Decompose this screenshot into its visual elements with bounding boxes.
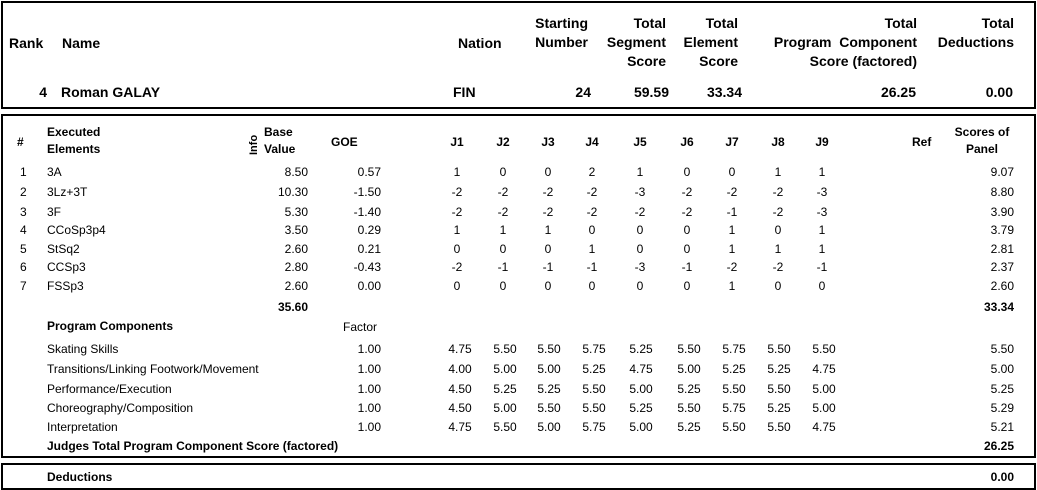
- skater-tes: 33.34: [706, 84, 742, 100]
- component-judge-score: 5.25: [677, 420, 701, 434]
- deductions-label: Deductions: [47, 470, 113, 484]
- component-judge-score: 5.50: [493, 420, 517, 434]
- element-panel-score: 3.79: [990, 223, 1014, 237]
- component-judge-score: 5.75: [582, 342, 606, 356]
- element-goe: 0.00: [357, 279, 381, 293]
- element-base-value: 3.50: [284, 223, 308, 237]
- element-judge-score: -1: [681, 260, 693, 274]
- element-judge-score: 1: [818, 242, 826, 256]
- element-judge-score: -2: [634, 205, 646, 219]
- judge-header-j6: J6: [680, 135, 694, 149]
- component-judge-score: 5.25: [767, 401, 791, 415]
- component-judge-score: 5.50: [767, 420, 791, 434]
- judge-header-j4: J4: [585, 135, 599, 149]
- component-judge-score: 4.50: [448, 382, 472, 396]
- element-judge-score: -2: [451, 205, 463, 219]
- element-number: 7: [20, 279, 27, 293]
- element-judge-score: -2: [586, 205, 598, 219]
- component-judge-score: 5.50: [493, 342, 517, 356]
- element-base-value: 10.30: [277, 185, 308, 199]
- component-judge-score: 5.50: [582, 401, 606, 415]
- element-number: 6: [20, 260, 27, 274]
- component-judge-score: 4.75: [448, 342, 472, 356]
- component-judge-score: 5.50: [537, 401, 561, 415]
- element-judge-score: -3: [634, 260, 646, 274]
- name-header: Name: [62, 35, 101, 51]
- components-total-label: Judges Total Program Component Score (factored): [47, 439, 339, 453]
- element-judge-score: -2: [586, 185, 598, 199]
- component-factor: 1.00: [357, 342, 381, 356]
- element-judge-score: 0: [499, 165, 507, 179]
- executed-elements-header: Executed Elements: [47, 125, 101, 156]
- component-judge-score: 4.75: [812, 420, 836, 434]
- element-goe: -0.43: [353, 260, 381, 274]
- element-judge-score: 1: [636, 165, 644, 179]
- element-judge-score: 1: [818, 165, 826, 179]
- component-judge-score: 4.50: [448, 401, 472, 415]
- component-judge-score: 5.50: [722, 420, 746, 434]
- component-judge-score: 5.50: [722, 382, 746, 396]
- component-factor: 1.00: [357, 382, 381, 396]
- component-judge-score: 4.75: [629, 362, 653, 376]
- element-judge-score: 0: [818, 279, 826, 293]
- component-name: Skating Skills: [47, 342, 119, 356]
- component-judge-score: 5.50: [812, 342, 836, 356]
- element-judge-score: 1: [453, 223, 461, 237]
- skater-deductions: 0.00: [985, 84, 1013, 100]
- component-judge-score: 5.25: [629, 342, 653, 356]
- component-judge-score: 5.00: [629, 382, 653, 396]
- component-judge-score: 5.25: [767, 362, 791, 376]
- element-judge-score: -1: [497, 260, 509, 274]
- judge-header-j8: J8: [771, 135, 785, 149]
- element-judge-score: -1: [586, 260, 598, 274]
- ref-header: Ref: [912, 135, 932, 149]
- element-judge-score: -2: [451, 260, 463, 274]
- component-name: Transitions/Linking Footwork/Movement: [47, 362, 259, 376]
- component-judge-score: 5.50: [677, 401, 701, 415]
- base-value-header: Base Value: [264, 125, 296, 156]
- element-number: 4: [20, 223, 27, 237]
- element-panel-score: 8.80: [990, 185, 1014, 199]
- tss-header: Total Segment Score: [606, 15, 666, 69]
- element-judge-score: -2: [681, 205, 693, 219]
- element-name: FSSp3: [47, 279, 84, 293]
- element-judge-score: 0: [683, 223, 691, 237]
- deductions-header: Total Deductions: [937, 15, 1014, 50]
- component-judge-score: 4.00: [448, 362, 472, 376]
- element-judge-score: 1: [728, 242, 736, 256]
- elements-panel-total: 33.34: [983, 300, 1014, 314]
- element-panel-score: 3.90: [990, 205, 1014, 219]
- element-panel-score: 2.60: [990, 279, 1014, 293]
- scores-of-panel-header: Scores of Panel: [954, 125, 1010, 156]
- element-name: 3F: [47, 205, 62, 219]
- skater-nation: FIN: [453, 84, 476, 100]
- element-number: 1: [20, 165, 27, 179]
- element-judge-score: 2: [588, 165, 596, 179]
- element-base-value: 2.80: [284, 260, 308, 274]
- element-judge-score: -2: [681, 185, 693, 199]
- component-judge-score: 5.25: [582, 362, 606, 376]
- element-panel-score: 2.81: [990, 242, 1014, 256]
- num-header: #: [17, 135, 24, 149]
- component-judge-score: 4.75: [812, 362, 836, 376]
- elements-base-total: 35.60: [277, 300, 308, 314]
- element-base-value: 2.60: [284, 279, 308, 293]
- component-factor: 1.00: [357, 362, 381, 376]
- component-judge-score: 5.75: [722, 342, 746, 356]
- element-judge-score: -3: [816, 185, 828, 199]
- element-judge-score: 0: [636, 242, 644, 256]
- element-judge-score: 0: [499, 242, 507, 256]
- element-judge-score: -2: [772, 185, 784, 199]
- component-factor: 1.00: [357, 420, 381, 434]
- element-judge-score: -1: [542, 260, 554, 274]
- component-judge-score: 5.00: [537, 420, 561, 434]
- element-judge-score: 1: [588, 242, 596, 256]
- element-judge-score: 0: [683, 279, 691, 293]
- element-number: 3: [20, 205, 27, 219]
- component-judge-score: 5.25: [629, 401, 653, 415]
- element-base-value: 2.60: [284, 242, 308, 256]
- element-goe: -1.40: [353, 205, 381, 219]
- component-panel-score: 5.00: [990, 362, 1014, 376]
- element-judge-score: -1: [816, 260, 828, 274]
- element-judge-score: 1: [728, 223, 736, 237]
- info-header: Info: [248, 134, 260, 155]
- element-judge-score: 0: [683, 165, 691, 179]
- element-judge-score: -3: [816, 205, 828, 219]
- judge-header-j1: J1: [450, 135, 464, 149]
- element-name: CCSp3: [47, 260, 86, 274]
- element-judge-score: -2: [542, 185, 554, 199]
- component-name: Choreography/Composition: [47, 401, 194, 415]
- component-judge-score: 5.00: [677, 362, 701, 376]
- element-judge-score: 0: [588, 223, 596, 237]
- judge-header-j5: J5: [633, 135, 647, 149]
- element-judge-score: -1: [726, 205, 738, 219]
- element-name: StSq2: [47, 242, 80, 256]
- element-judge-score: 0: [544, 279, 552, 293]
- component-judge-score: 5.00: [493, 362, 517, 376]
- element-name: 3Lz+3T: [47, 185, 88, 199]
- skater-pcs: 26.25: [880, 84, 916, 100]
- element-name: 3A: [47, 165, 62, 179]
- element-goe: 0.21: [357, 242, 381, 256]
- component-judge-score: 5.50: [537, 342, 561, 356]
- element-panel-score: 9.07: [990, 165, 1014, 179]
- tes-header: Total Element Score: [683, 15, 738, 69]
- component-judge-score: 5.25: [722, 362, 746, 376]
- component-name: Performance/Execution: [47, 382, 172, 396]
- judge-header-j3: J3: [541, 135, 555, 149]
- component-judge-score: 4.75: [448, 420, 472, 434]
- component-judge-score: 5.00: [629, 420, 653, 434]
- element-judge-score: 0: [683, 242, 691, 256]
- pcs-header: Total Program Component Score (factored): [773, 15, 917, 69]
- element-judge-score: 1: [774, 165, 782, 179]
- element-judge-score: -2: [542, 205, 554, 219]
- element-number: 5: [20, 242, 27, 256]
- element-judge-score: -2: [726, 185, 738, 199]
- rank-header: Rank: [9, 35, 44, 51]
- element-number: 2: [20, 185, 27, 199]
- element-judge-score: -3: [634, 185, 646, 199]
- component-judge-score: 5.75: [722, 401, 746, 415]
- element-judge-score: 1: [544, 223, 552, 237]
- component-judge-score: 5.25: [493, 382, 517, 396]
- element-base-value: 5.30: [284, 205, 308, 219]
- element-name: CCoSp3p4: [47, 223, 106, 237]
- judge-header-j7: J7: [725, 135, 739, 149]
- element-judge-score: -2: [497, 205, 509, 219]
- component-panel-score: 5.50: [990, 342, 1014, 356]
- component-panel-score: 5.21: [990, 420, 1014, 434]
- element-judge-score: 0: [544, 165, 552, 179]
- element-judge-score: -2: [772, 260, 784, 274]
- skater-name: Roman GALAY: [61, 84, 161, 100]
- element-judge-score: 0: [544, 242, 552, 256]
- component-judge-score: 5.50: [767, 382, 791, 396]
- component-panel-score: 5.25: [990, 382, 1014, 396]
- element-judge-score: 0: [453, 279, 461, 293]
- element-base-value: 8.50: [284, 165, 308, 179]
- element-judge-score: 0: [453, 242, 461, 256]
- component-panel-score: 5.29: [990, 401, 1014, 415]
- element-judge-score: -2: [451, 185, 463, 199]
- component-judge-score: 5.50: [767, 342, 791, 356]
- component-name: Interpretation: [47, 420, 118, 434]
- factor-header: Factor: [343, 320, 378, 334]
- element-judge-score: 0: [728, 165, 736, 179]
- element-judge-score: 1: [453, 165, 461, 179]
- component-factor: 1.00: [357, 401, 381, 415]
- element-judge-score: 0: [774, 279, 782, 293]
- judge-header-j2: J2: [496, 135, 510, 149]
- component-judge-score: 5.25: [537, 382, 561, 396]
- element-goe: 0.57: [357, 165, 381, 179]
- element-judge-score: 0: [636, 223, 644, 237]
- skater-starting-number: 24: [575, 84, 591, 100]
- element-judge-score: 0: [588, 279, 596, 293]
- skater-rank: 4: [39, 84, 47, 100]
- element-judge-score: 1: [818, 223, 826, 237]
- component-judge-score: 5.25: [677, 382, 701, 396]
- element-judge-score: 1: [774, 242, 782, 256]
- element-judge-score: -2: [726, 260, 738, 274]
- element-goe: -1.50: [353, 185, 381, 199]
- nation-header: Nation: [458, 35, 502, 51]
- element-judge-score: 0: [499, 279, 507, 293]
- component-judge-score: 5.50: [677, 342, 701, 356]
- skater-tss: 59.59: [633, 84, 669, 100]
- starting-number-header: Starting Number: [535, 15, 588, 50]
- element-judge-score: 0: [636, 279, 644, 293]
- component-judge-score: 5.50: [582, 382, 606, 396]
- element-goe: 0.29: [357, 223, 381, 237]
- element-judge-score: -2: [497, 185, 509, 199]
- element-judge-score: -2: [772, 205, 784, 219]
- goe-header: GOE: [331, 135, 358, 149]
- deductions-value: 0.00: [990, 470, 1014, 484]
- element-judge-score: 0: [774, 223, 782, 237]
- deductions-box: [1, 463, 1036, 490]
- components-total-value: 26.25: [983, 439, 1014, 453]
- component-judge-score: 5.00: [812, 401, 836, 415]
- element-judge-score: 1: [728, 279, 736, 293]
- program-components-header: Program Components: [47, 319, 174, 333]
- element-panel-score: 2.37: [990, 260, 1014, 274]
- element-judge-score: 1: [499, 223, 507, 237]
- judge-header-j9: J9: [815, 135, 829, 149]
- component-judge-score: 5.00: [537, 362, 561, 376]
- component-judge-score: 5.00: [812, 382, 836, 396]
- component-judge-score: 5.75: [582, 420, 606, 434]
- component-judge-score: 5.00: [493, 401, 517, 415]
